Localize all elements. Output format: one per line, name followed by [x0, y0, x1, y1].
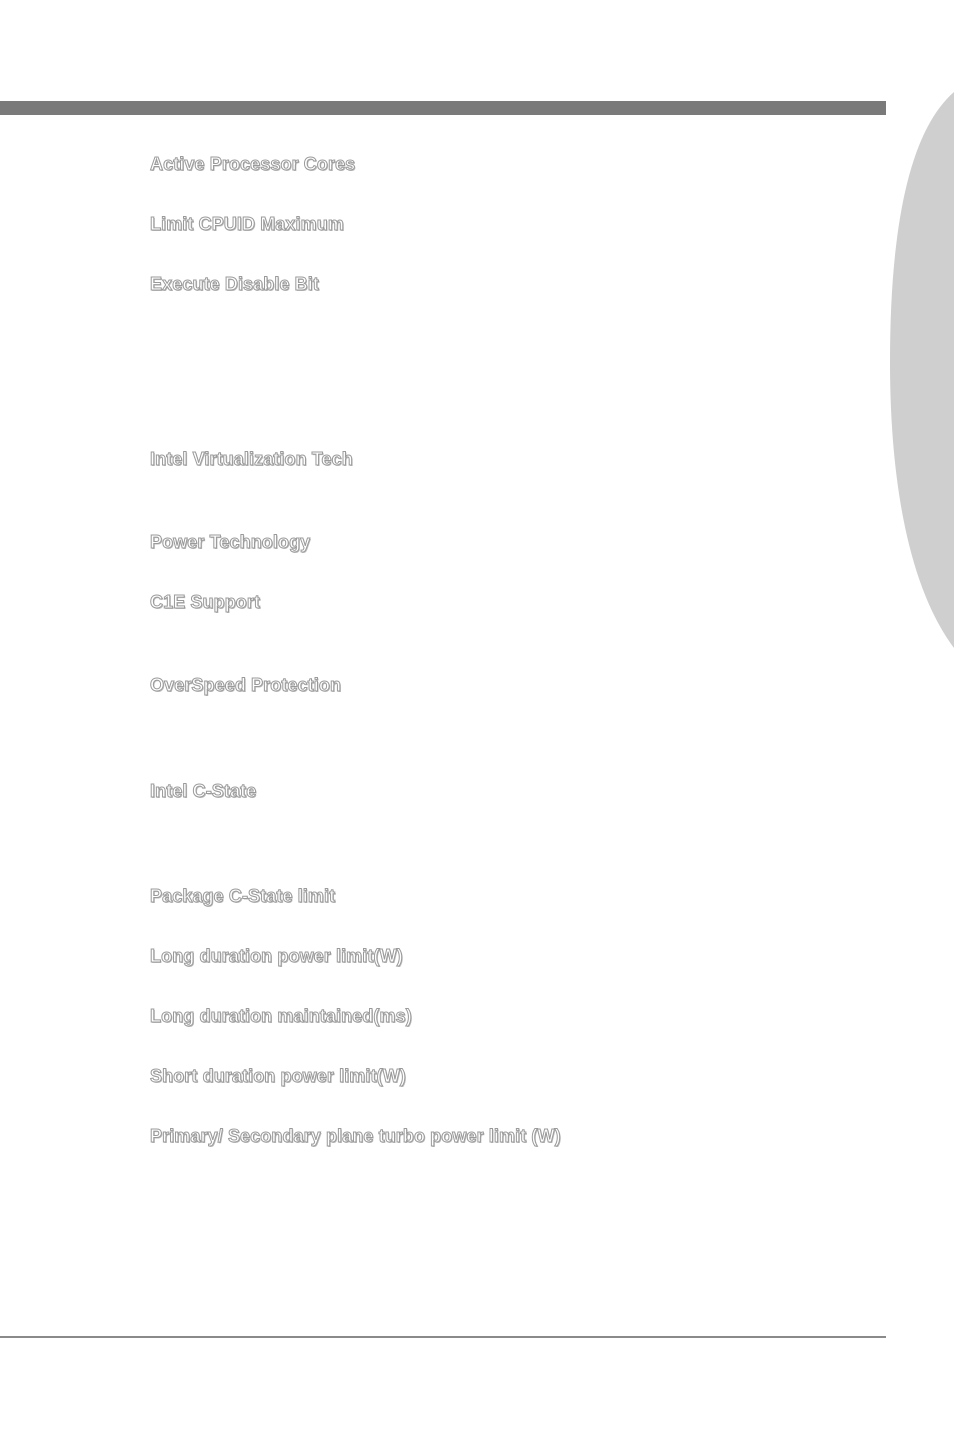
footer-rule: [0, 1336, 886, 1338]
setting-long-duration-power-limit: Long duration power limit(W): [150, 946, 403, 966]
setting-long-duration-maintained: Long duration maintained(ms): [150, 1006, 412, 1026]
setting-overspeed-protection: OverSpeed Protection: [150, 675, 342, 695]
setting-intel-c-state: Intel C-State: [150, 781, 257, 801]
chapter-side-tab: [890, 92, 954, 648]
setting-execute-disable-bit: Execute Disable Bit: [150, 274, 319, 294]
setting-power-technology: Power Technology: [150, 532, 311, 552]
setting-primary-secondary-turbo-power-limit: Primary/ Secondary plane turbo power limit (W): [150, 1126, 561, 1146]
setting-c1e-support: C1E Support: [150, 592, 261, 612]
setting-intel-virtualization-tech: Intel Virtualization Tech: [150, 449, 353, 469]
setting-limit-cpuid-maximum: Limit CPUID Maximum: [150, 214, 344, 234]
setting-package-c-state-limit: Package C-State limit: [150, 886, 336, 906]
setting-active-processor-cores: Active Processor Cores: [150, 154, 356, 174]
header-bar: [0, 101, 886, 115]
setting-short-duration-power-limit: Short duration power limit(W): [150, 1066, 406, 1086]
